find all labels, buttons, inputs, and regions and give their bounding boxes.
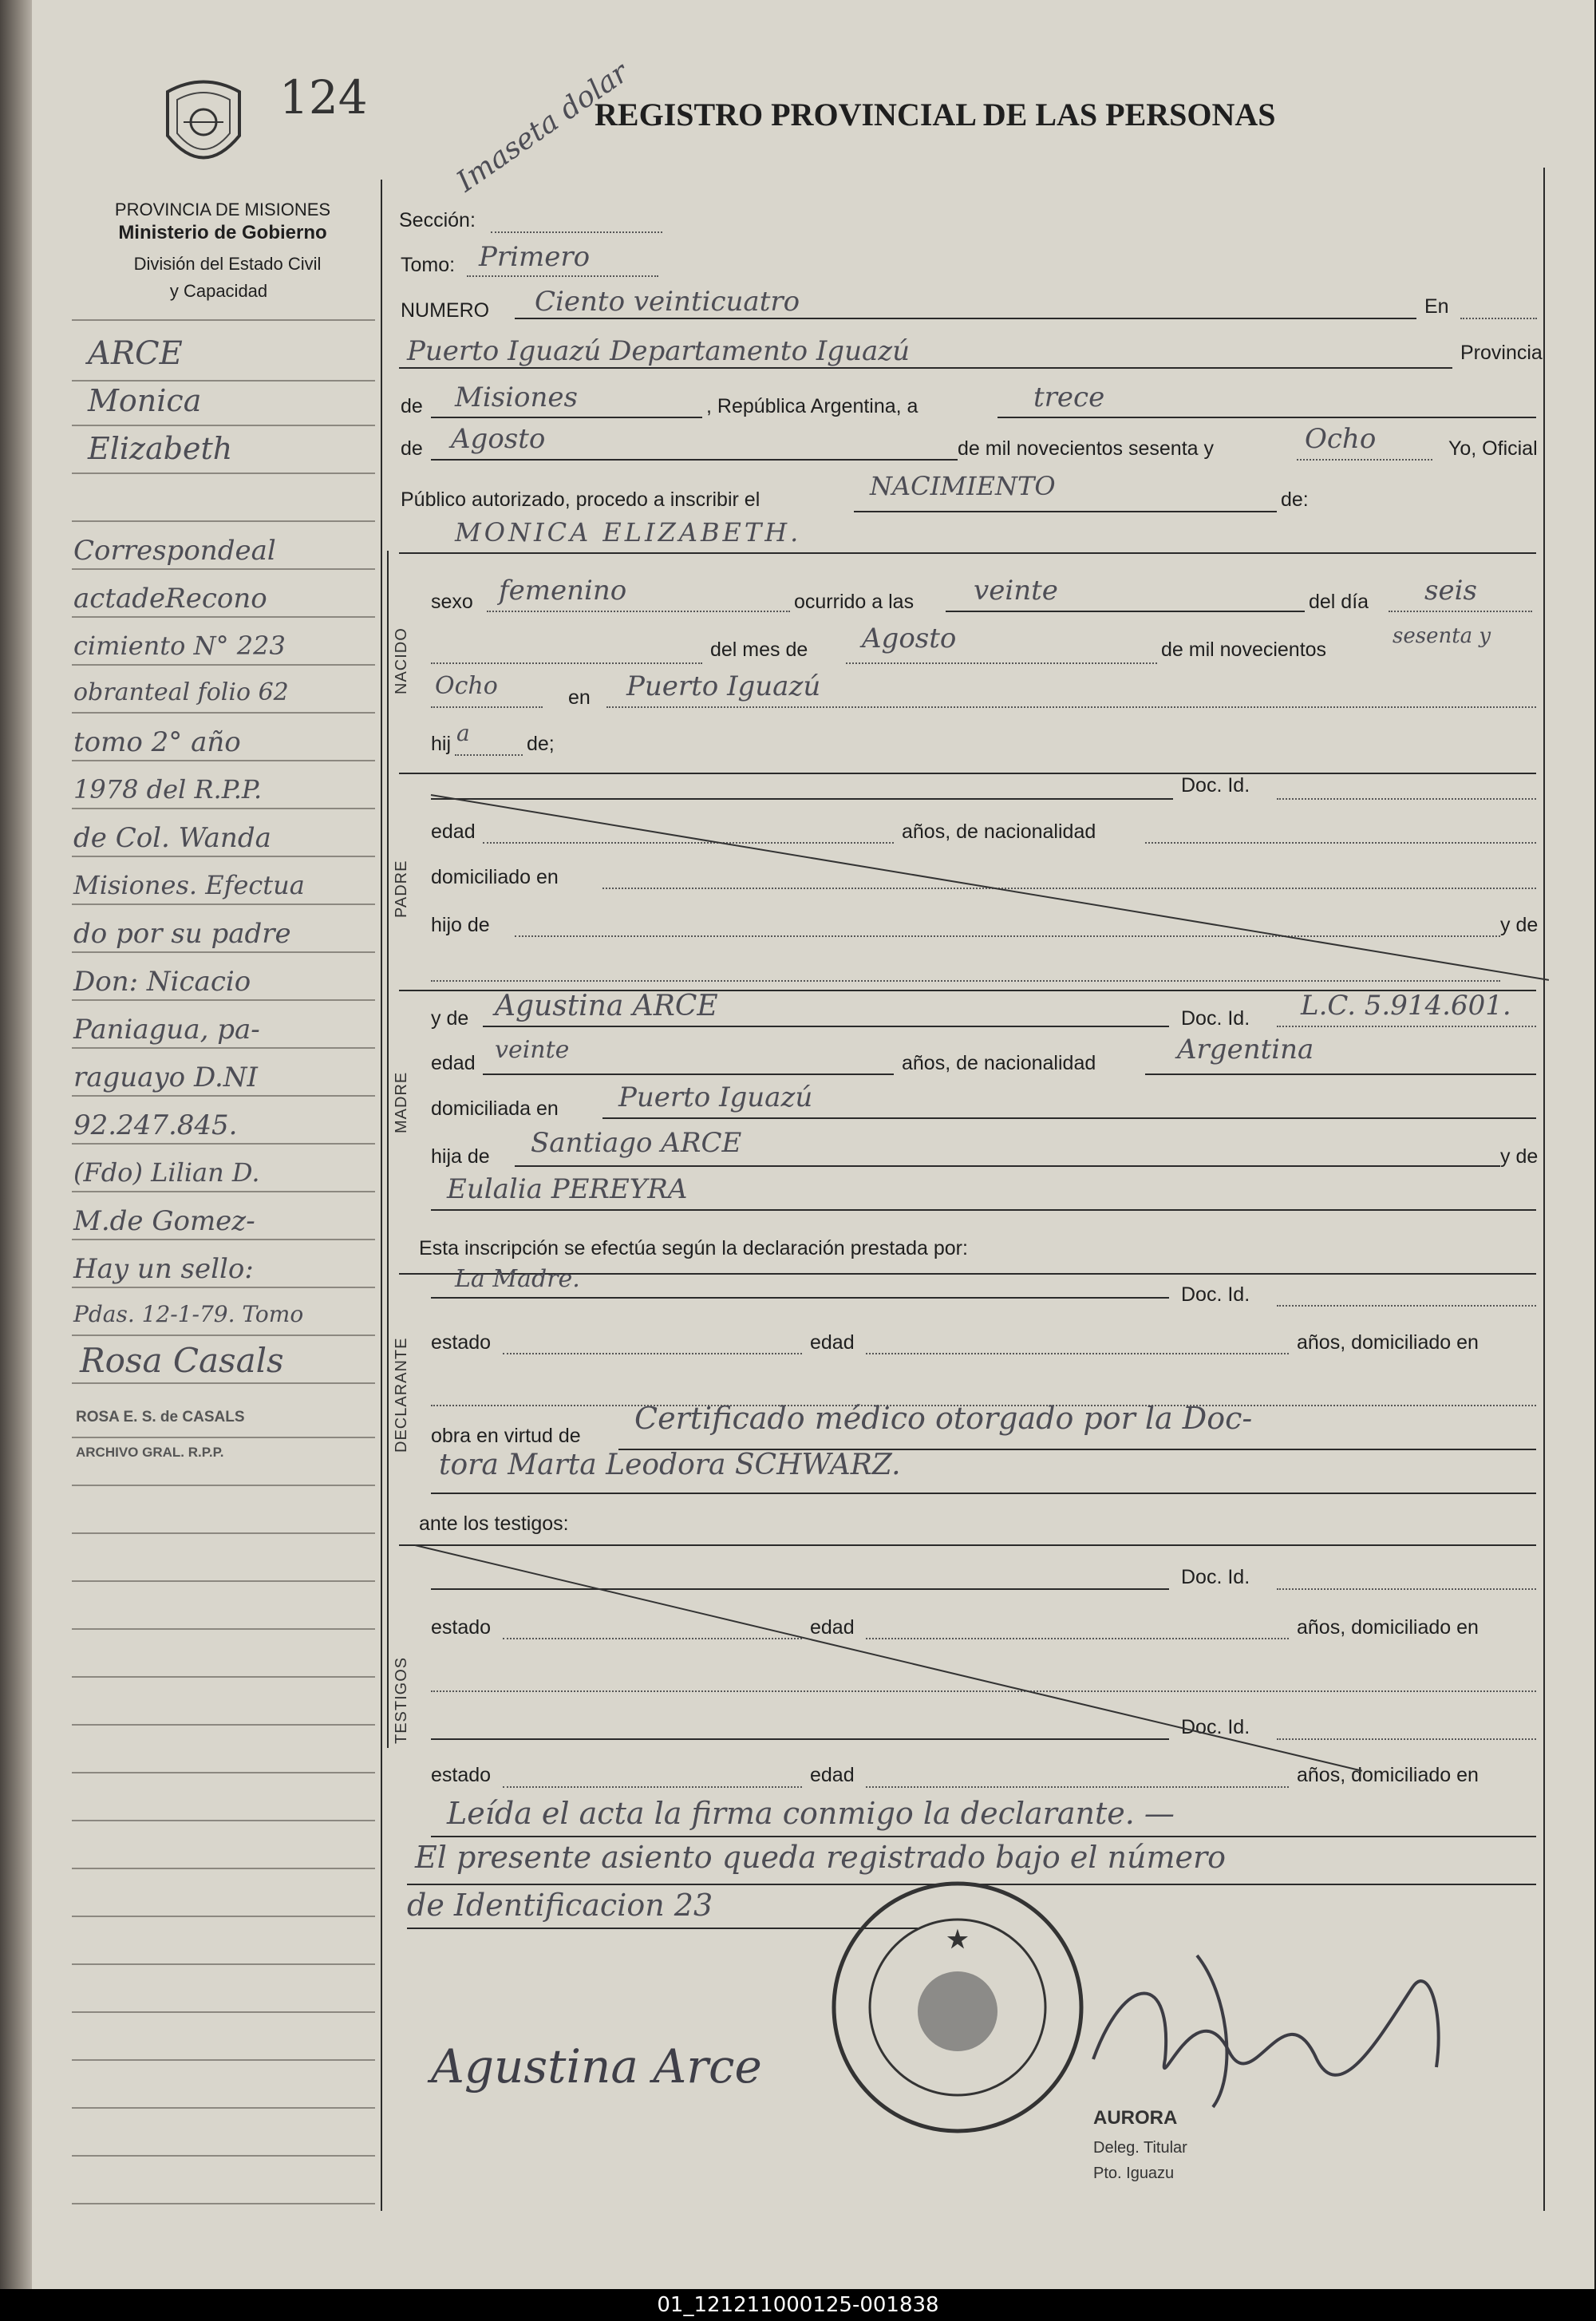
- page-title: REGISTRO PROVINCIAL DE LAS PERSONAS: [595, 97, 1276, 132]
- label-yo-oficial: Yo, Oficial: [1448, 437, 1538, 460]
- label-dom-testigo-2: años, domiciliado en: [1297, 1764, 1479, 1786]
- margin-divider: [381, 180, 382, 2211]
- label-dom-testigo-1: años, domiciliado en: [1297, 1616, 1479, 1639]
- declarante-signature: Agustina Arce: [431, 2039, 762, 2094]
- section-label-padre: PADRE: [393, 860, 410, 918]
- section-label-nacido: NACIDO: [393, 627, 410, 694]
- lugar-nac-value: Puerto Iguazú: [626, 670, 821, 702]
- margin-surname: ARCE: [88, 335, 183, 372]
- closing-line-1: Leída el acta la firma conmigo la declarante. —: [447, 1796, 1175, 1831]
- label-dom-madre: domiciliada en: [431, 1097, 559, 1120]
- acto-value: NACIMIENTO: [870, 471, 1056, 501]
- provincial-seal-icon: [160, 76, 247, 180]
- label-sexo: sexo: [431, 591, 473, 613]
- label-edad-testigo-2: edad: [810, 1764, 855, 1786]
- label-tomo: Tomo:: [401, 254, 456, 276]
- obra-value-1: Certificado médico otorgado por la Doc-: [634, 1401, 1253, 1436]
- tomo-value: Primero: [479, 241, 591, 273]
- label-y-de-hija: y de: [1500, 1145, 1539, 1168]
- margin-stamp-1: ROSA E. S. de CASALS: [76, 1409, 245, 1425]
- official-signature-icon: [1077, 1939, 1460, 2115]
- nombre-value: MONICA ELIZABETH.: [455, 517, 802, 548]
- label-de-1: de: [401, 395, 423, 417]
- label-provincia: Provincia: [1460, 342, 1543, 364]
- section-label-declarante: DECLARANTE: [393, 1337, 410, 1453]
- label-y-de-madre: y de: [431, 1007, 469, 1030]
- madre-dom-value: Puerto Iguazú: [618, 1081, 813, 1113]
- label-doc-madre: Doc. Id.: [1181, 1007, 1250, 1030]
- section-label-madre: MADRE: [393, 1071, 410, 1133]
- label-en: En: [1424, 295, 1449, 318]
- lugar-value: Puerto Iguazú Departamento Iguazú: [407, 335, 911, 367]
- label-declaracion: Esta inscripción se efectúa según la declaración prestada por:: [419, 1237, 968, 1259]
- label-publico: Público autorizado, procedo a inscribir el: [401, 488, 760, 511]
- label-estado-testigo-1: estado: [431, 1616, 492, 1639]
- label-de-2: de: [401, 437, 423, 460]
- label-dom-padre: domiciliado en: [431, 866, 559, 888]
- right-border: [1543, 168, 1545, 2211]
- label-hijo-de: hijo de: [431, 914, 490, 936]
- anio-nac-value-a: sesenta y: [1393, 624, 1491, 648]
- org-line-3: División del Estado Civil: [133, 254, 322, 274]
- mes-value: Agosto: [451, 423, 546, 455]
- dia-value: trece: [1033, 382, 1105, 413]
- sexo-value: femenino: [499, 575, 627, 607]
- anio-value: Ocho: [1305, 423, 1377, 455]
- org-line-1: PROVINCIA DE MISIONES: [114, 200, 331, 219]
- margin-stamp-2: ARCHIVO GRAL. R.P.P.: [76, 1445, 224, 1460]
- label-ocurrido: ocurrido a las: [794, 591, 915, 613]
- section-label-testigos: TESTIGOS: [393, 1656, 410, 1744]
- label-doc-testigo-2: Doc. Id.: [1181, 1716, 1250, 1738]
- org-line-4: y Capacidad: [169, 281, 268, 301]
- official-stamp-office: Pto. Iguazu: [1093, 2165, 1175, 2182]
- official-stamp-name: AURORA: [1093, 2107, 1178, 2129]
- label-edad-padre: edad: [431, 820, 476, 843]
- label-hija-de: hija de: [431, 1145, 490, 1168]
- abuela-value: Eulalia PEREYRA: [447, 1173, 688, 1205]
- label-estado-declarante: estado: [431, 1331, 492, 1354]
- label-hij: hij: [431, 733, 452, 755]
- numero-value: Ciento veinticuatro: [535, 286, 800, 318]
- label-obra: obra en virtud de: [431, 1425, 581, 1447]
- label-testigos: ante los testigos:: [419, 1512, 569, 1535]
- closing-line-3: de Identificacion 23: [407, 1888, 713, 1923]
- seccion-signature: Imaseta dolar: [451, 56, 634, 199]
- label-del-mes: del mes de: [710, 639, 808, 661]
- book-binding-edge: [0, 0, 32, 2289]
- abuelo-value: Santiago ARCE: [531, 1127, 742, 1159]
- margin-name-1: Monica: [88, 383, 202, 418]
- label-doc-declarante: Doc. Id.: [1181, 1283, 1250, 1306]
- label-nac-padre: años, de nacionalidad: [902, 820, 1096, 843]
- provincia-value: Misiones: [455, 382, 578, 413]
- label-edad-declarante: edad: [810, 1331, 855, 1354]
- label-en-nac: en: [568, 686, 591, 709]
- madre-doc-value: L.C. 5.914.601.: [1301, 990, 1511, 1022]
- madre-value: Agustina ARCE: [495, 990, 718, 1022]
- hij-suffix: a: [456, 720, 470, 746]
- label-nac-madre: años, de nacionalidad: [902, 1052, 1096, 1074]
- margin-name-2: Elizabeth: [88, 431, 233, 466]
- obra-value-2: tora Marta Leodora SCHWARZ.: [439, 1449, 901, 1481]
- label-estado-testigo-2: estado: [431, 1764, 492, 1786]
- declarante-value: La Madre.: [455, 1265, 580, 1293]
- label-edad-testigo-1: edad: [810, 1616, 855, 1639]
- side-label-column: [387, 551, 389, 1748]
- official-stamp-title: Deleg. Titular: [1093, 2139, 1187, 2157]
- org-line-2: Ministerio de Gobierno: [118, 222, 327, 243]
- delegation-seal-icon: [826, 1876, 1089, 2139]
- label-y-de-padre: y de: [1500, 914, 1539, 936]
- label-numero: NUMERO: [401, 299, 490, 322]
- dia-nac-value: seis: [1424, 575, 1477, 607]
- label-edad-madre: edad: [431, 1052, 476, 1074]
- label-doc-padre: Doc. Id.: [1181, 774, 1250, 797]
- label-de-colon: de:: [1281, 488, 1309, 511]
- madre-edad-value: veinte: [495, 1036, 570, 1064]
- madre-nac-value: Argentina: [1177, 1034, 1314, 1066]
- page-number: 124: [279, 70, 368, 125]
- hora-value: veinte: [974, 575, 1058, 607]
- label-doc-testigo-1: Doc. Id.: [1181, 1566, 1250, 1588]
- label-seccion: Sección:: [399, 209, 476, 231]
- label-del-dia: del día: [1309, 591, 1369, 613]
- registry-page: 124 REGISTRO PROVINCIAL DE LAS PERSONAS PROVINCIA DE MISIONES Ministerio de Gobierno División del Estado Civil y Capacidad ARCE Monica Elizabeth Correspondeal actadeRecono cimiento N° 223 obranteal folio 62 tomo 2° año 1978 del R.P.P. de Col. Wanda Misiones. Efectua do por su padre Don: Nicacio Paniagua, pa- raguayo D.NI 92.247.845. (Fdo) Lilian D. M.de Gomez- Hay un sello: Pdas. 12-1-79. Tomo Rosa Casals ROSA E. S. de CASALS ARCHIVO GRAL. R.P.P. Sección: Imaseta dolar Tomo: Primero NUMERO Ciento veinticuatro En Puerto Iguazú Departamento Iguazú Provincia de Misiones , República Argentina, a trece de Agosto de mil novecientos sesenta y Ocho Yo, Oficial Público autorizado, procedo a inscribir el NACIMIENTO de: MONICA ELIZABETH. NACIDO sexo femenino ocurrido a las veinte del día seis del mes de Agosto de mil novecientos sesenta y Ocho en Puerto Iguazú hij a de; PADRE Doc. Id. edad años, de nacionalidad domiciliado en hijo de y de MADRE y de Agustina ARCE Doc. Id. L.C. 5.914.601. edad veinte años, de nacionalidad Argentina domiciliada en Puerto Iguazú hija de Santiago ARCE y de Eulalia PEREYRA Esta inscripción se efectúa según la declaración prestada por: DECLARANTE La Madre. Doc. Id. estado edad años, domiciliado en obra en virtud de Certificado médico otorgado por la Doc- tora Marta Leodora SCHWARZ. ante los testigos: TESTIGOS Doc. Id. estado edad años, domiciliado en Doc. Id. estado edad años, domiciliado en Leída el acta la firma conmigo la declarante. — El presente asiento queda registrado bajo el número de Identificacion 23 ★ Agustina Arce AURORA Deleg. Titular Pto. Iguazu: [32, 0, 1594, 2289]
- label-dom-declarante: años, domiciliado en: [1297, 1331, 1479, 1354]
- label-de-semicolon: de;: [527, 733, 555, 755]
- file-id-footer: 01_121211000125-001838: [0, 2289, 1596, 2321]
- label-de-mil-nov: de mil novecientos: [1161, 639, 1327, 661]
- mes-nac-value: Agosto: [862, 623, 957, 654]
- label-republica: , República Argentina, a: [706, 395, 918, 417]
- closing-line-2: El presente asiento queda registrado bajo el número: [415, 1840, 1227, 1875]
- svg-text:★: ★: [946, 1927, 969, 1953]
- label-de-mil: de mil novecientos sesenta y: [958, 437, 1215, 460]
- anio-nac-value-b: Ocho: [435, 672, 498, 700]
